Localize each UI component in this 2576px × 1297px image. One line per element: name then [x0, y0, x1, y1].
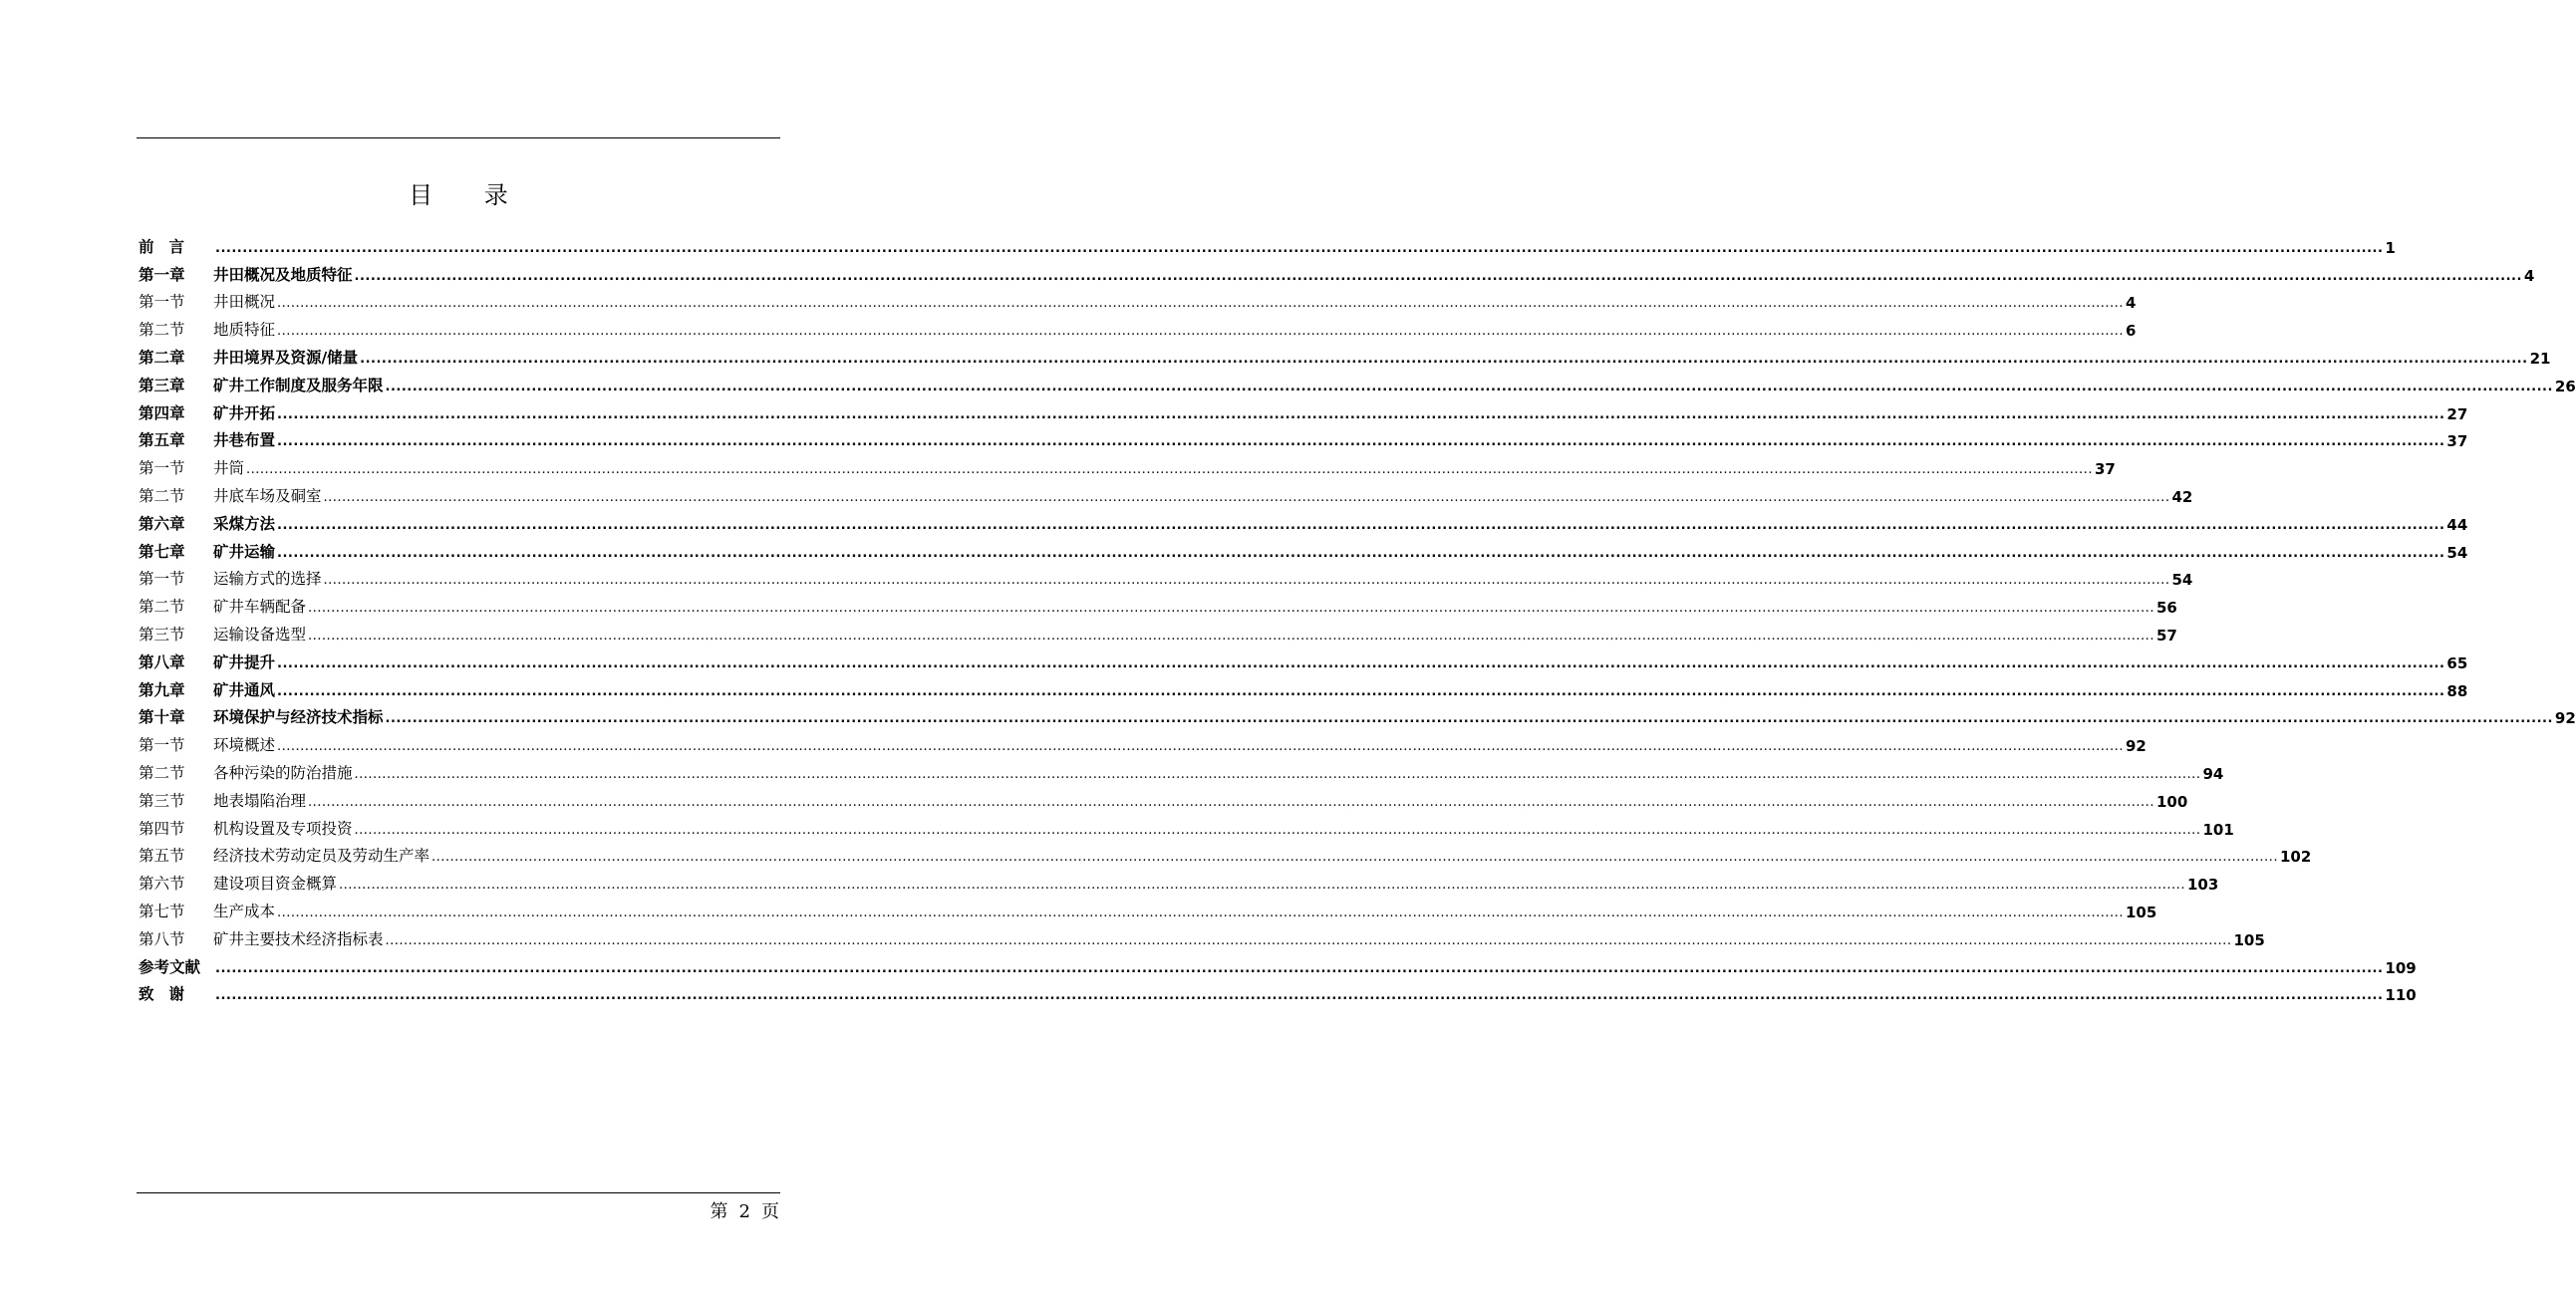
toc-dot-leader: ................................................................................................................................................................................................................................................................................................................................................................................................................ — [277, 739, 2124, 755]
toc-entry-title: 井筒 — [213, 459, 245, 478]
toc-entry-page: 56 — [2155, 599, 2177, 618]
toc-entry-chapter[interactable] — [139, 506, 2468, 534]
toc-entry-title: 地表塌陷治理 — [213, 791, 307, 810]
toc-dot-leader: ................................................................................................................................................................................................................................................................................................................................................................................................................ — [354, 766, 2201, 782]
page-number-suffix: 页 — [761, 1201, 779, 1222]
toc-entry-page: 37 — [2094, 460, 2116, 479]
toc-entry-page: 65 — [2446, 653, 2468, 672]
toc-dot-leader: ................................................................................................................................................................................................................................................................................................................................................................................................................ — [277, 655, 2445, 671]
toc-entry-number: 致谢 — [139, 985, 200, 1004]
toc-entry-number: 第二节 — [139, 321, 185, 340]
toc-dot-leader: ................................................................................................................................................................................................................................................................................................................................................................................................................ — [277, 406, 2445, 422]
toc-dot-leader: ................................................................................................................................................................................................................................................................................................................................................................................................................ — [354, 268, 2522, 284]
toc-entry-number: 第四章 — [139, 403, 185, 422]
toc-entry-page: 54 — [2446, 543, 2468, 562]
toc-entry-chapter[interactable] — [139, 700, 2576, 728]
toc-entry-title: 矿井工作制度及服务年限 — [213, 376, 384, 394]
toc-entry-page: 37 — [2446, 432, 2468, 451]
toc-entry-number: 第五章 — [139, 431, 185, 450]
toc-entry-number: 前言 — [139, 237, 200, 256]
toc-dot-leader: ................................................................................................................................................................................................................................................................................................................................................................................................................ — [308, 601, 2154, 617]
toc-entry-number: 第十章 — [139, 708, 185, 727]
toc-entry-page: 27 — [2446, 404, 2468, 423]
toc-dot-leader: ................................................................................................................................................................................................................................................................................................................................................................................................................ — [215, 240, 2384, 256]
toc-dot-leader: ................................................................................................................................................................................................................................................................................................................................................................................................................ — [360, 351, 2528, 367]
toc-dot-leader: ................................................................................................................................................................................................................................................................................................................................................................................................................ — [385, 711, 2553, 727]
toc-entry-title: 矿井开拓 — [213, 403, 276, 422]
toc-dot-leader: ................................................................................................................................................................................................................................................................................................................................................................................................................ — [277, 517, 2445, 533]
toc-dot-leader: ................................................................................................................................................................................................................................................................................................................................................................................................................ — [308, 794, 2154, 810]
toc-entry-page: 1 — [2385, 238, 2396, 257]
toc-dot-leader: ................................................................................................................................................................................................................................................................................................................................................................................................................ — [354, 822, 2201, 838]
toc-entry-title: 采煤方法 — [213, 514, 276, 533]
toc-entry-number: 第一节 — [139, 570, 185, 589]
toc-dot-leader: ................................................................................................................................................................................................................................................................................................................................................................................................................ — [277, 683, 2445, 699]
toc-entry-number: 第四节 — [139, 819, 185, 838]
toc-entry-title: 建设项目资金概算 — [213, 875, 338, 894]
toc-entry-number: 第一节 — [139, 459, 185, 478]
toc-entry-section[interactable] — [139, 727, 2147, 756]
toc-entry-chapter[interactable] — [139, 368, 2576, 395]
toc-dot-leader: ................................................................................................................................................................................................................................................................................................................................................................................................................ — [323, 573, 2170, 589]
toc-entry-title: 运输方式的选择 — [213, 570, 322, 589]
toc-entry-section[interactable] — [139, 617, 2177, 645]
toc-dot-leader: ................................................................................................................................................................................................................................................................................................................................................................................................................ — [277, 296, 2124, 312]
toc-entry-number: 第二节 — [139, 763, 185, 782]
toc-dot-leader: ................................................................................................................................................................................................................................................................................................................................................................................................................ — [385, 932, 2232, 948]
toc-entry-number: 第二章 — [139, 348, 185, 367]
toc-entry-number: 第五节 — [139, 847, 185, 866]
toc-dot-leader: ................................................................................................................................................................................................................................................................................................................................................................................................................ — [323, 489, 2170, 505]
toc-entry-number: 参考文献 — [139, 957, 201, 976]
toc-entry-chapter[interactable] — [139, 423, 2468, 451]
toc-entry-section[interactable] — [139, 478, 2193, 506]
toc-entry-page: 101 — [2202, 820, 2234, 839]
toc-entry-page: 42 — [2171, 487, 2193, 506]
toc-entry-page: 92 — [2554, 709, 2576, 728]
toc-entry-section[interactable] — [139, 285, 2137, 313]
toc-entry-title: 环境概述 — [213, 736, 276, 755]
toc-entry-page: 88 — [2446, 681, 2468, 700]
toc-entry-page: 92 — [2125, 737, 2147, 756]
toc-entry-page: 4 — [2523, 266, 2535, 285]
toc-entry-number: 第一节 — [139, 736, 185, 755]
toc-entry-number: 第二节 — [139, 486, 185, 505]
toc-entry-number: 第九章 — [139, 680, 185, 699]
toc-entry-page: 54 — [2171, 571, 2193, 590]
toc-dot-leader: ................................................................................................................................................................................................................................................................................................................................................................................................................ — [277, 545, 2445, 561]
toc-entry-chapter[interactable] — [139, 534, 2468, 562]
toc-entry-page: 44 — [2446, 515, 2468, 534]
toc-dot-leader: ................................................................................................................................................................................................................................................................................................................................................................................................................ — [277, 434, 2445, 450]
toc-dot-leader: ................................................................................................................................................................................................................................................................................................................................................................................................................ — [277, 324, 2124, 340]
footer-rule — [137, 1192, 780, 1193]
toc-entry-chapter[interactable] — [139, 672, 2468, 700]
toc-entry-number: 第三节 — [139, 625, 185, 644]
toc-entry-title: 井田概况及地质特征 — [213, 265, 353, 284]
toc-list — [139, 229, 2576, 1005]
page-number-prefix: 第 — [710, 1201, 728, 1222]
toc-entry-page: 21 — [2529, 349, 2551, 368]
toc-entry-number: 第一节 — [139, 293, 185, 312]
toc-entry-number: 第六章 — [139, 514, 185, 533]
toc-entry-title: 环境保护与经济技术指标 — [213, 708, 384, 727]
toc-entry-title: 井巷布置 — [213, 431, 276, 450]
toc-entry-title: 生产成本 — [213, 902, 276, 920]
toc-entry-section[interactable] — [139, 921, 2265, 949]
toc-entry-page: 105 — [2125, 903, 2157, 921]
toc-entry-title: 运输设备选型 — [213, 625, 307, 644]
toc-entry-chapter[interactable] — [139, 977, 2417, 1005]
toc-entry-page: 26 — [2554, 377, 2576, 395]
toc-title: 目 录 — [409, 181, 530, 209]
toc-entry-number: 第六节 — [139, 875, 185, 894]
toc-entry-title: 各种污染的防治措施 — [213, 763, 353, 782]
toc-entry-chapter[interactable] — [139, 229, 2396, 257]
toc-entry-title: 地质特征 — [213, 321, 276, 340]
toc-entry-page: 102 — [2279, 848, 2312, 867]
toc-entry-page: 105 — [2233, 930, 2265, 949]
toc-entry-number: 第一章 — [139, 265, 185, 284]
toc-entry-title: 矿井运输 — [213, 542, 276, 561]
toc-entry-title: 井底车场及硐室 — [213, 486, 322, 505]
toc-entry-section[interactable] — [139, 562, 2193, 590]
toc-entry-page: 6 — [2125, 322, 2137, 341]
toc-entry-page: 57 — [2155, 626, 2177, 645]
toc-entry-section[interactable] — [139, 589, 2177, 618]
toc-entry-page: 103 — [2186, 876, 2219, 895]
toc-dot-leader: ................................................................................................................................................................................................................................................................................................................................................................................................................ — [431, 850, 2278, 866]
toc-entry-number: 第八章 — [139, 652, 185, 671]
header-rule — [137, 137, 780, 138]
toc-entry-number: 第二节 — [139, 598, 185, 617]
toc-entry-number: 第三章 — [139, 376, 185, 394]
toc-entry-section[interactable] — [139, 811, 2234, 839]
toc-entry-number: 第八节 — [139, 929, 185, 948]
toc-entry-title: 经济技术劳动定员及劳动生产率 — [213, 847, 430, 866]
toc-dot-leader: ................................................................................................................................................................................................................................................................................................................................................................................................................ — [246, 462, 2093, 478]
toc-dot-leader: ................................................................................................................................................................................................................................................................................................................................................................................................................ — [385, 379, 2553, 394]
toc-entry-title: 矿井提升 — [213, 652, 276, 671]
toc-entry-title: 矿井通风 — [213, 680, 276, 699]
toc-entry-section[interactable] — [139, 866, 2219, 895]
toc-entry-section[interactable] — [139, 783, 2188, 811]
toc-entry-title: 井田概况 — [213, 293, 276, 312]
toc-entry-section[interactable] — [139, 894, 2157, 921]
toc-entry-chapter[interactable] — [139, 257, 2535, 285]
toc-dot-leader: ................................................................................................................................................................................................................................................................................................................................................................................................................ — [215, 988, 2384, 1004]
toc-dot-leader: ................................................................................................................................................................................................................................................................................................................................................................................................................ — [277, 905, 2124, 920]
toc-entry-chapter[interactable] — [139, 949, 2417, 977]
toc-entry-title: 井田境界及资源/储量 — [213, 348, 359, 367]
page-number — [711, 1197, 779, 1223]
toc-entry-page: 100 — [2155, 792, 2188, 811]
page-number-value: 2 — [738, 1201, 750, 1222]
toc-entry-page: 109 — [2385, 958, 2417, 977]
toc-dot-leader: ................................................................................................................................................................................................................................................................................................................................................................................................................ — [339, 878, 2185, 894]
toc-entry-chapter[interactable] — [139, 340, 2551, 368]
toc-entry-number: 第七节 — [139, 902, 185, 920]
toc-entry-section[interactable] — [139, 450, 2116, 479]
toc-entry-page: 4 — [2125, 294, 2137, 313]
toc-dot-leader: ................................................................................................................................................................................................................................................................................................................................................................................................................ — [308, 628, 2154, 644]
toc-entry-title: 机构设置及专项投资 — [213, 819, 353, 838]
toc-entry-number: 第七章 — [139, 542, 185, 561]
toc-entry-section[interactable] — [139, 312, 2137, 341]
toc-entry-title: 矿井车辆配备 — [213, 598, 307, 617]
toc-entry-chapter[interactable] — [139, 645, 2468, 672]
toc-entry-section[interactable] — [139, 755, 2224, 783]
toc-entry-page: 94 — [2202, 764, 2224, 783]
toc-entry-title: 矿井主要技术经济指标表 — [213, 929, 384, 948]
toc-entry-section[interactable] — [139, 839, 2312, 867]
toc-dot-leader: ................................................................................................................................................................................................................................................................................................................................................................................................................ — [215, 960, 2384, 976]
toc-entry-chapter[interactable] — [139, 395, 2468, 423]
toc-entry-number: 第三节 — [139, 791, 185, 810]
toc-entry-page: 110 — [2385, 986, 2417, 1005]
